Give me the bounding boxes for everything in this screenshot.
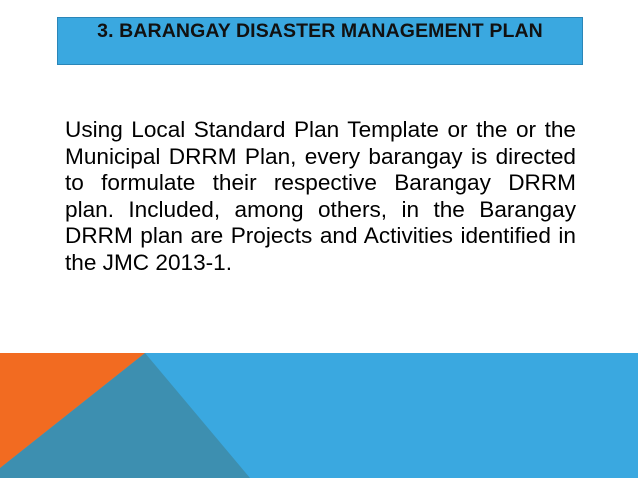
slide-title-box [57,17,583,65]
decorative-footer [0,353,638,478]
slide-body-text: Using Local Standard Plan Template or the or the Municipal DRRM Plan, every barangay is directed to formulate their respective Barangay DRRM plan. Included, among others, in the Barangay DRRM plan are Projects and Activities identified in the JMC 2013-1. [65,117,576,275]
slide-title: 3. BARANGAY DISASTER MANAGEMENT PLAN [97,20,543,42]
footer-graphic [0,353,638,478]
